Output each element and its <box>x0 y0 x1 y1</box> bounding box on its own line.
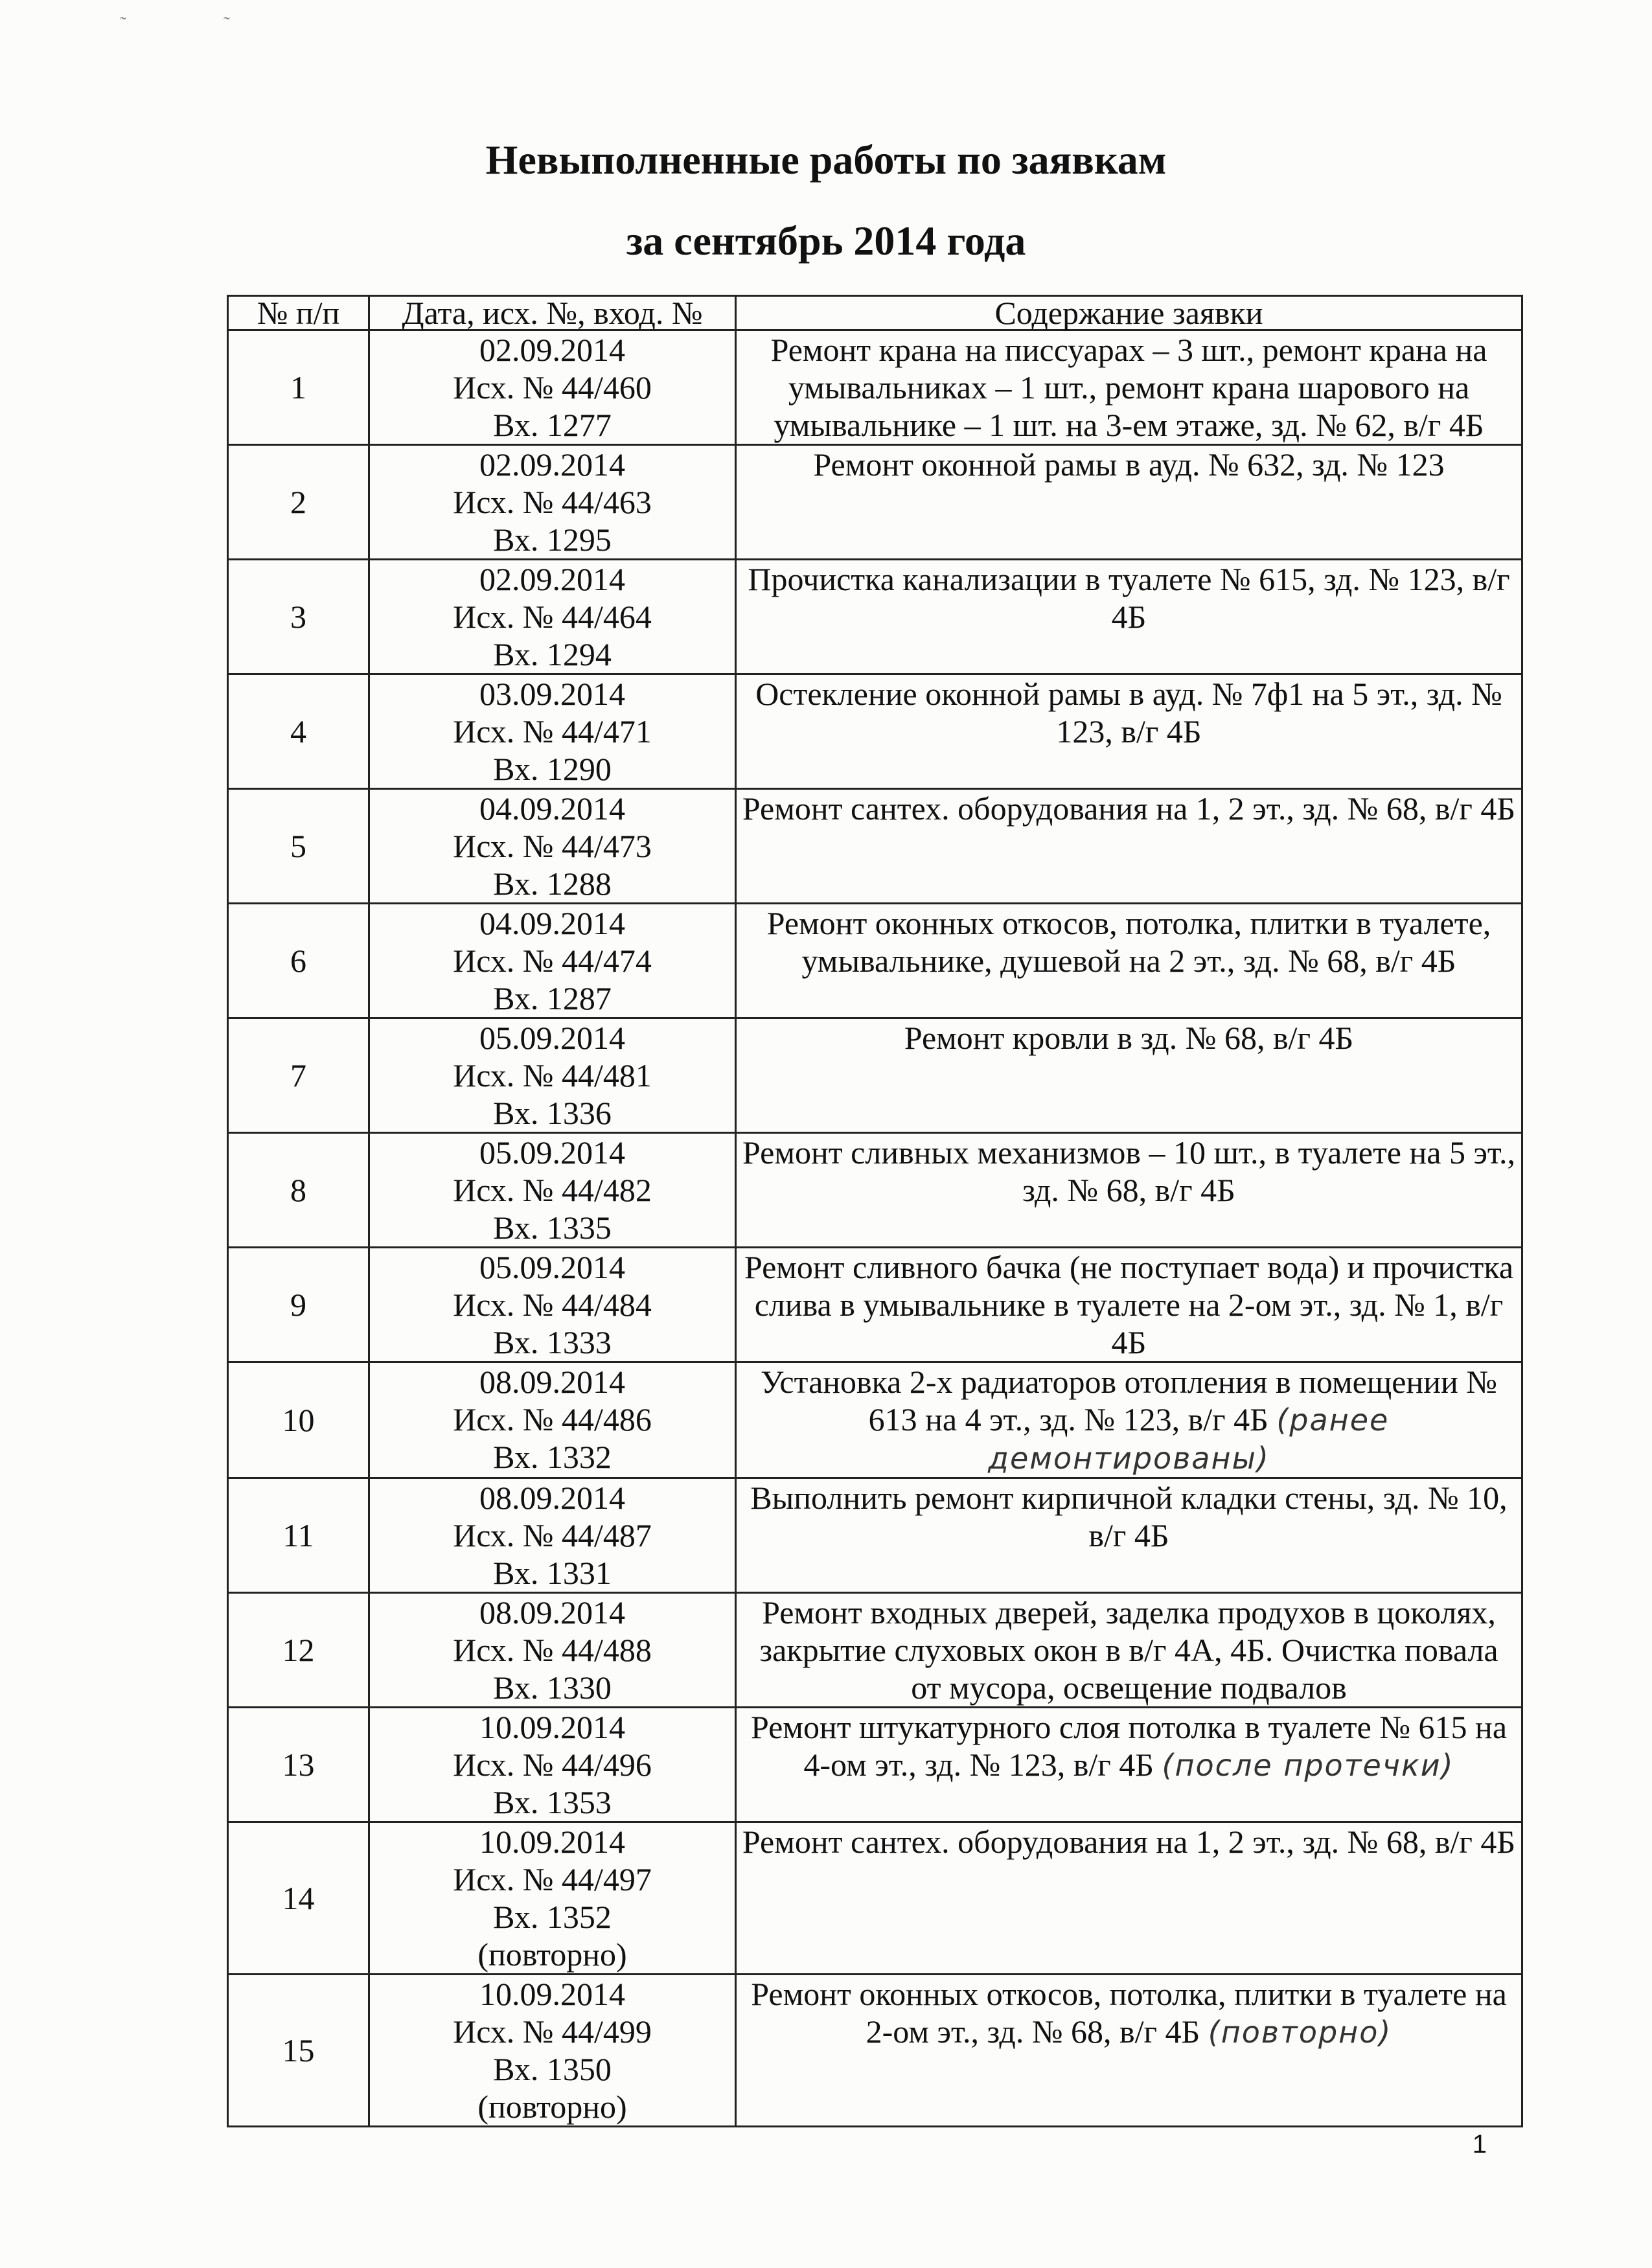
row-date: 05.09.2014 <box>479 1249 625 1285</box>
row-out: Исх. № 44/484 <box>453 1287 652 1323</box>
table-row <box>228 674 1522 789</box>
table-row <box>228 1975 1522 2127</box>
requests-table <box>227 295 1523 2127</box>
row-extra: (повторно) <box>477 2089 627 2125</box>
row-out: Исх. № 44/487 <box>453 1517 652 1553</box>
row-number: 13 <box>228 1708 369 1822</box>
handwritten-note: (ранее демонтированы) <box>988 1403 1390 1476</box>
row-in: Вх. 1332 <box>493 1439 612 1475</box>
row-date: 05.09.2014 <box>479 1134 625 1171</box>
row-text: Ремонт входных дверей, заделка продухов в цоколях, закрытие слуховых окон в в/г 4А, 4Б. Очистка повала от мусора, освещение подвалов <box>759 1594 1498 1706</box>
row-number: 7 <box>228 1018 369 1133</box>
row-text: Ремонт штукатурного слоя потолка в туалете № 615 на 4-ом эт., зд. № 123, в/г 4Б <box>750 1709 1508 1783</box>
table-row <box>228 789 1522 904</box>
row-content <box>736 1593 1522 1708</box>
row-out: Исх. № 44/471 <box>453 713 652 750</box>
row-content <box>736 789 1522 904</box>
row-text: Ремонт крана на писсуарах – 3 шт., ремонт крана на умывальниках – 1 шт., ремонт крана шарового на умывальнике – 1 шт. на 3-ем этаже, зд. № 62, в/г 4Б <box>770 332 1487 443</box>
row-date-ref <box>369 330 736 445</box>
row-date-ref <box>369 1018 736 1133</box>
row-number: 10 <box>228 1362 369 1478</box>
row-date-ref <box>369 445 736 560</box>
row-text: Ремонт кровли в зд. № 68, в/г 4Б <box>904 1020 1354 1056</box>
row-in: Вх. 1353 <box>493 1784 612 1820</box>
row-date-ref <box>369 560 736 674</box>
row-extra: (повторно) <box>477 1936 627 1973</box>
row-in: Вх. 1335 <box>493 1209 612 1246</box>
row-date: 10.09.2014 <box>479 1976 625 2012</box>
row-date-ref <box>369 1248 736 1362</box>
table-row <box>228 560 1522 674</box>
row-content <box>736 1133 1522 1248</box>
row-out: Исх. № 44/482 <box>453 1172 652 1208</box>
row-content <box>736 445 1522 560</box>
row-number: 1 <box>228 330 369 445</box>
row-in: Вх. 1330 <box>493 1669 612 1706</box>
row-date-ref <box>369 1822 736 1975</box>
row-date-ref <box>369 1593 736 1708</box>
row-out: Исх. № 44/463 <box>453 484 652 520</box>
scan-specks: ˜ ˜ <box>120 13 230 34</box>
row-out: Исх. № 44/486 <box>453 1401 652 1438</box>
table-row <box>228 1362 1522 1478</box>
row-date: 02.09.2014 <box>479 332 625 368</box>
row-date: 05.09.2014 <box>479 1020 625 1056</box>
row-out: Исх. № 44/473 <box>453 828 652 864</box>
row-out: Исх. № 44/460 <box>453 369 652 406</box>
row-number: 9 <box>228 1248 369 1362</box>
row-date-ref <box>369 1362 736 1478</box>
row-number: 2 <box>228 445 369 560</box>
row-text: Ремонт сантех. оборудования на 1, 2 эт., зд. № 68, в/г 4Б <box>742 790 1516 827</box>
row-text: Ремонт сливного бачка (не поступает вода) и прочистка слива в умывальнике в туалете на 2-ом эт., зд. № 1, в/г 4Б <box>744 1249 1514 1360</box>
row-text: Выполнить ремонт кирпичной кладки стены, зд. № 10, в/г 4Б <box>750 1480 1508 1553</box>
row-content <box>736 674 1522 789</box>
row-out: Исх. № 44/499 <box>453 2013 652 2050</box>
row-date: 04.09.2014 <box>479 905 625 941</box>
table-row <box>228 330 1522 445</box>
row-date-ref <box>369 674 736 789</box>
row-content <box>736 330 1522 445</box>
table-row <box>228 1708 1522 1822</box>
header-date-ref: Дата, исх. №, вход. № <box>369 296 736 330</box>
row-content <box>736 904 1522 1018</box>
row-out: Исх. № 44/481 <box>453 1057 652 1094</box>
row-number: 14 <box>228 1822 369 1975</box>
row-content <box>736 1362 1522 1478</box>
handwritten-note: (после протечки) <box>1162 1748 1454 1783</box>
row-in: Вх. 1294 <box>493 636 612 672</box>
row-in: Вх. 1350 <box>493 2051 612 2087</box>
row-date: 10.09.2014 <box>479 1709 625 1745</box>
table-row <box>228 1478 1522 1593</box>
header-content: Содержание заявки <box>736 296 1522 330</box>
table-header-row <box>228 296 1522 330</box>
row-content <box>736 1018 1522 1133</box>
row-date: 03.09.2014 <box>479 676 625 712</box>
table-row <box>228 1018 1522 1133</box>
page-number: 1 <box>1472 2130 1487 2159</box>
row-date: 10.09.2014 <box>479 1824 625 1860</box>
row-in: Вх. 1288 <box>493 865 612 902</box>
row-out: Исх. № 44/464 <box>453 599 652 635</box>
row-date-ref <box>369 789 736 904</box>
document-title: Невыполненные работы по заявкам <box>485 137 1167 183</box>
row-in: Вх. 1290 <box>493 751 612 787</box>
row-text: Ремонт оконной рамы в ауд. № 632, зд. № 123 <box>813 446 1445 483</box>
row-in: Вх. 1331 <box>493 1555 612 1591</box>
row-number: 11 <box>228 1478 369 1593</box>
row-number: 6 <box>228 904 369 1018</box>
row-date: 02.09.2014 <box>479 446 625 483</box>
row-out: Исх. № 44/496 <box>453 1747 652 1783</box>
row-date: 04.09.2014 <box>479 790 625 827</box>
row-text: Прочистка канализации в туалете № 615, зд. № 123, в/г 4Б <box>748 561 1510 635</box>
table-row <box>228 445 1522 560</box>
row-date-ref <box>369 1975 736 2127</box>
table-row <box>228 1248 1522 1362</box>
row-in: Вх. 1295 <box>493 521 612 558</box>
row-number: 4 <box>228 674 369 789</box>
row-in: Вх. 1287 <box>493 980 612 1016</box>
table-row <box>228 1593 1522 1708</box>
row-content <box>736 1478 1522 1593</box>
row-date: 02.09.2014 <box>479 561 625 597</box>
header-number: № п/п <box>228 296 369 330</box>
table-row <box>228 1822 1522 1975</box>
row-number: 15 <box>228 1975 369 2127</box>
row-content <box>736 1708 1522 1822</box>
row-in: Вх. 1336 <box>493 1095 612 1131</box>
row-text: Ремонт оконных откосов, потолка, плитки в туалете на 2-ом эт., зд. № 68, в/г 4Б <box>751 1976 1507 2050</box>
row-text: Ремонт сливных механизмов – 10 шт., в туалете на 5 эт., зд. № 68, в/г 4Б <box>742 1134 1516 1208</box>
row-content <box>736 1248 1522 1362</box>
row-content <box>736 1975 1522 2127</box>
table-row <box>228 1133 1522 1248</box>
row-date-ref <box>369 904 736 1018</box>
row-in: Вх. 1277 <box>493 407 612 443</box>
row-number: 8 <box>228 1133 369 1248</box>
handwritten-note: (повторно) <box>1208 2015 1392 2050</box>
row-date-ref <box>369 1478 736 1593</box>
row-number: 12 <box>228 1593 369 1708</box>
row-in: Вх. 1333 <box>493 1324 612 1360</box>
row-date: 08.09.2014 <box>479 1594 625 1631</box>
row-text: Установка 2-х радиаторов отопления в помещении № 613 на 4 эт., зд. № 123, в/г 4Б <box>761 1364 1497 1438</box>
row-content <box>736 560 1522 674</box>
row-date: 08.09.2014 <box>479 1480 625 1516</box>
document-subtitle: за сентябрь 2014 года <box>626 218 1026 264</box>
row-date-ref <box>369 1133 736 1248</box>
row-out: Исх. № 44/488 <box>453 1632 652 1668</box>
row-content <box>736 1822 1522 1975</box>
row-date-ref <box>369 1708 736 1822</box>
row-text: Остекление оконной рамы в ауд. № 7ф1 на 5 эт., зд. № 123, в/г 4Б <box>755 676 1502 750</box>
row-number: 3 <box>228 560 369 674</box>
row-text: Ремонт сантех. оборудования на 1, 2 эт., зд. № 68, в/г 4Б <box>742 1824 1516 1860</box>
row-text: Ремонт оконных откосов, потолка, плитки в туалете, умывальнике, душевой на 2 эт., зд. № 68, в/г 4Б <box>766 905 1491 979</box>
row-out: Исх. № 44/474 <box>453 943 652 979</box>
table-row <box>228 904 1522 1018</box>
row-out: Исх. № 44/497 <box>453 1861 652 1897</box>
row-in: Вх. 1352 <box>493 1899 612 1935</box>
row-number: 5 <box>228 789 369 904</box>
row-date: 08.09.2014 <box>479 1364 625 1400</box>
